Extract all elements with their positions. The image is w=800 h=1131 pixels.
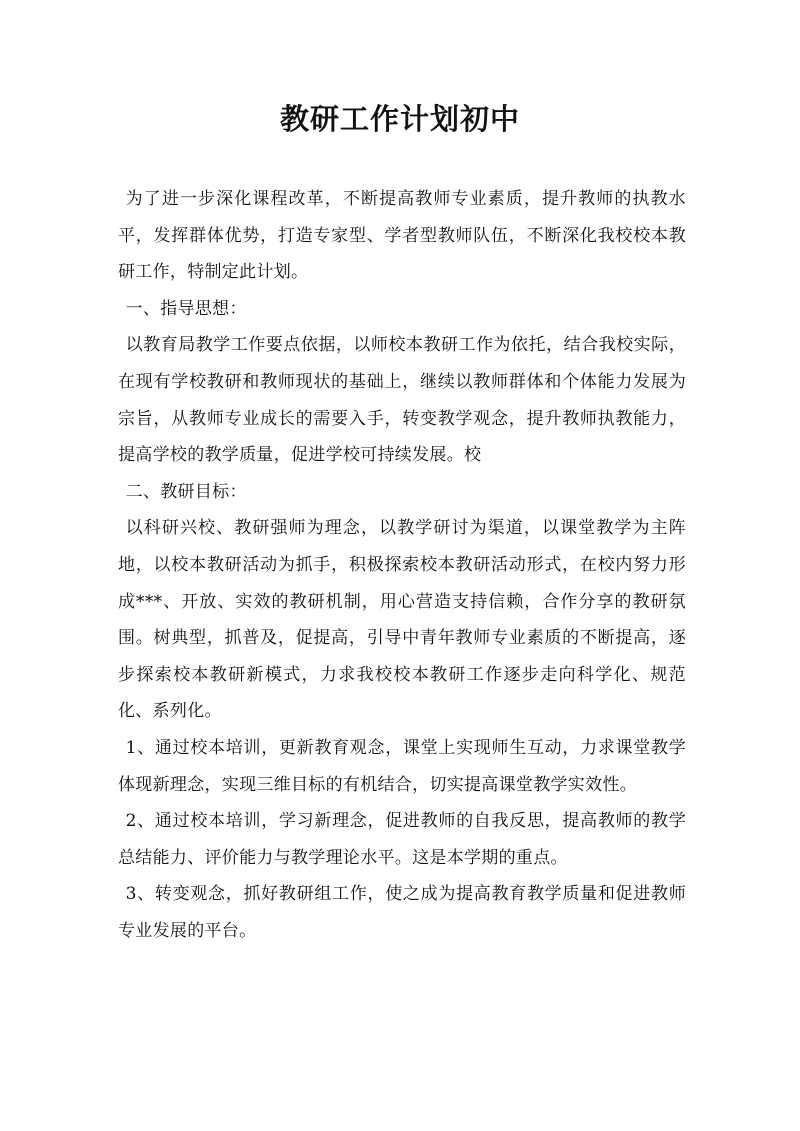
- paragraph-research-goals: 以科研兴校、教研强师为理念，以教学研讨为渠道，以课堂教学为主阵地，以校本教研活动为抓手，积极探索校本教研活动形式，在校内努力形成***、开放、实效的教研机制，用心营造支持信赖，合作分享的教研氛围。树典型，抓普及，促提高，引导中青年教师专业素质的不断提高，逐步探索校本教研新模式，力求我校校本教研工作逐步走向科学化、规范化、系列化。: [118, 518, 686, 722]
- list-item-3: 3、转变观念，抓好教研组工作，使之成为提高教育教学质量和促进教师专业发展的平台。: [118, 884, 686, 941]
- document-title: 教研工作计划初中: [279, 102, 520, 136]
- list-item-1: 1、通过校本培训，更新教育观念，课堂上实现师生互动，力求课堂教学体现新理念，实现三维目标的有机结合，切实提高课堂教学实效性。: [118, 737, 686, 795]
- paragraph-guiding-ideology: 以教育局教学工作要点依据，以师校本教研工作为依托，结合我校实际，在现有学校教研和教师现状的基础上，继续以教师群体和个体能力发展为宗旨，从教师专业成长的需要入手，转变教学观念，提升教师执教能力，提高学校的教学质量，促进学校可持续发展。校: [118, 335, 686, 466]
- list-item-2: 2、通过校本培训，学习新理念，促进教师的自我反思，提高教师的教学总结能力、评价能力与教学理论水平。这是本学期的重点。: [118, 811, 686, 868]
- document-body: [118, 181, 686, 949]
- paragraph-intro: 为了进一步深化课程改革，不断提高教师专业素质，提升教师的执教水平，发挥群体优势，打造专家型、学者型教师队伍，不断深化我校校本教研工作，特制定此计划。: [118, 189, 686, 283]
- section-heading-research-goals: 二、教研目标：: [125, 481, 247, 502]
- section-heading-guiding-ideology: 一、指导思想：: [125, 298, 247, 319]
